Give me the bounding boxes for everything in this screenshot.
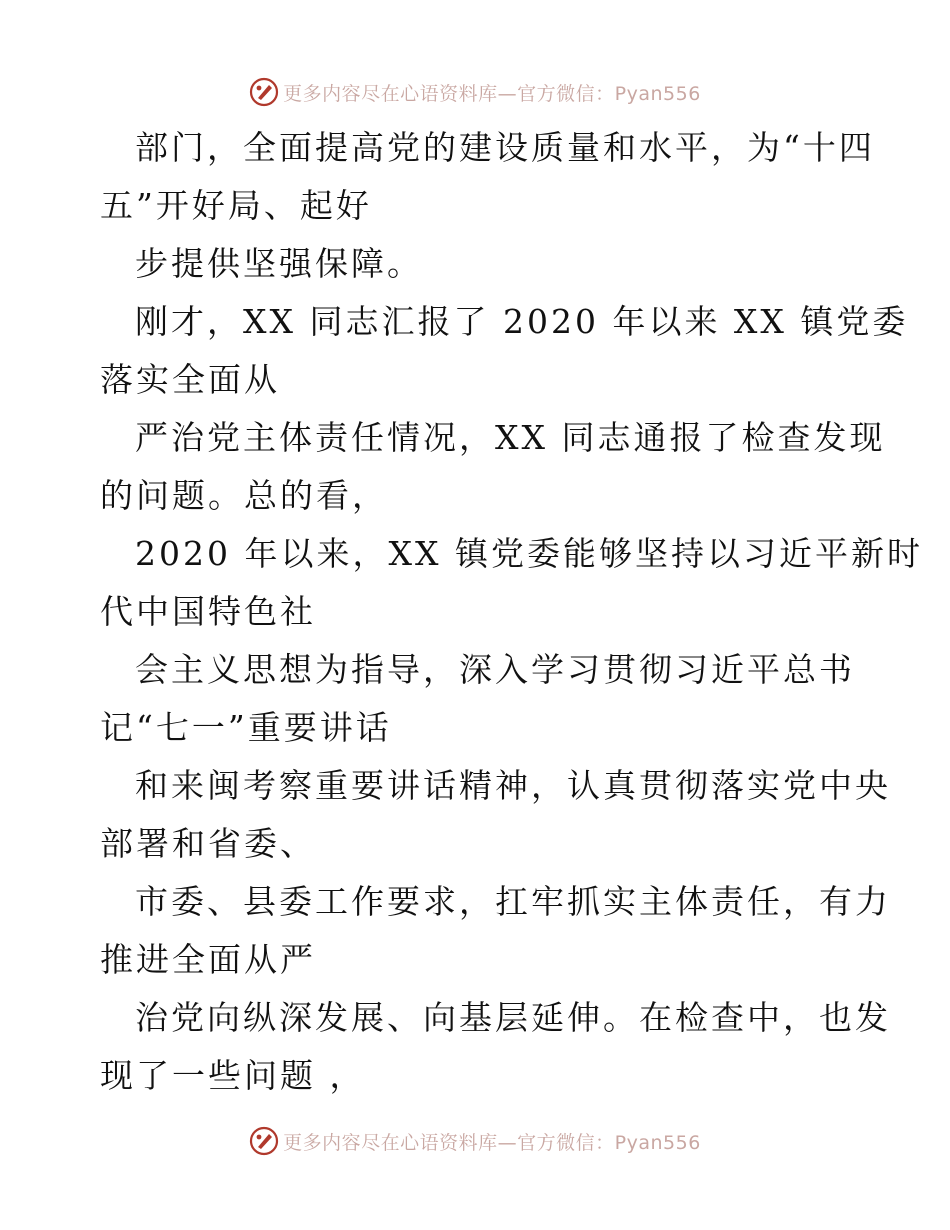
text-line: 刚才，XX 同志汇报了 2020 年以来 XX 镇党委 xyxy=(135,302,909,341)
banner-text: 更多内容尽在心语资料库—官方微信：Pyan556 xyxy=(283,1131,701,1154)
text-line: 记“七一”重要讲话 xyxy=(100,708,392,747)
header-banner xyxy=(0,72,950,112)
text-line: 代中国特色社 xyxy=(100,592,316,631)
text-line: 2020 年以来，XX 镇党委能够坚持以习近平新时 xyxy=(135,534,923,573)
text-line: 落实全面从 xyxy=(100,360,280,399)
text-line: 治党向纵深发展、向基层延伸。在检查中，也发 xyxy=(135,998,891,1037)
text-line: 步提供坚强保障。 xyxy=(135,244,423,283)
text-line: 现了一些问题 ， xyxy=(100,1056,366,1095)
logo-icon xyxy=(249,77,279,107)
text-line: 和来闽考察重要讲话精神，认真贯彻落实党中央 xyxy=(135,766,891,805)
logo-icon xyxy=(249,1126,279,1156)
text-line: 推进全面从严 xyxy=(100,940,316,979)
text-line: 市委、县委工作要求，扛牢抓实主体责任，有力 xyxy=(135,882,891,921)
text-line: 的问题。总的看， xyxy=(100,476,388,515)
footer-banner xyxy=(0,1121,950,1161)
text-line: 部门，全面提高党的建设质量和水平，为“十四 xyxy=(135,128,875,167)
banner-text: 更多内容尽在心语资料库—官方微信：Pyan556 xyxy=(283,82,701,105)
text-line: 会主义思想为指导，深入学习贯彻习近平总书 xyxy=(135,650,855,689)
text-line: 五”开好局、起好 xyxy=(100,186,372,225)
text-line: 部署和省委、 xyxy=(100,824,316,863)
text-line: 严治党主体责任情况，XX 同志通报了检查发现 xyxy=(135,418,886,457)
